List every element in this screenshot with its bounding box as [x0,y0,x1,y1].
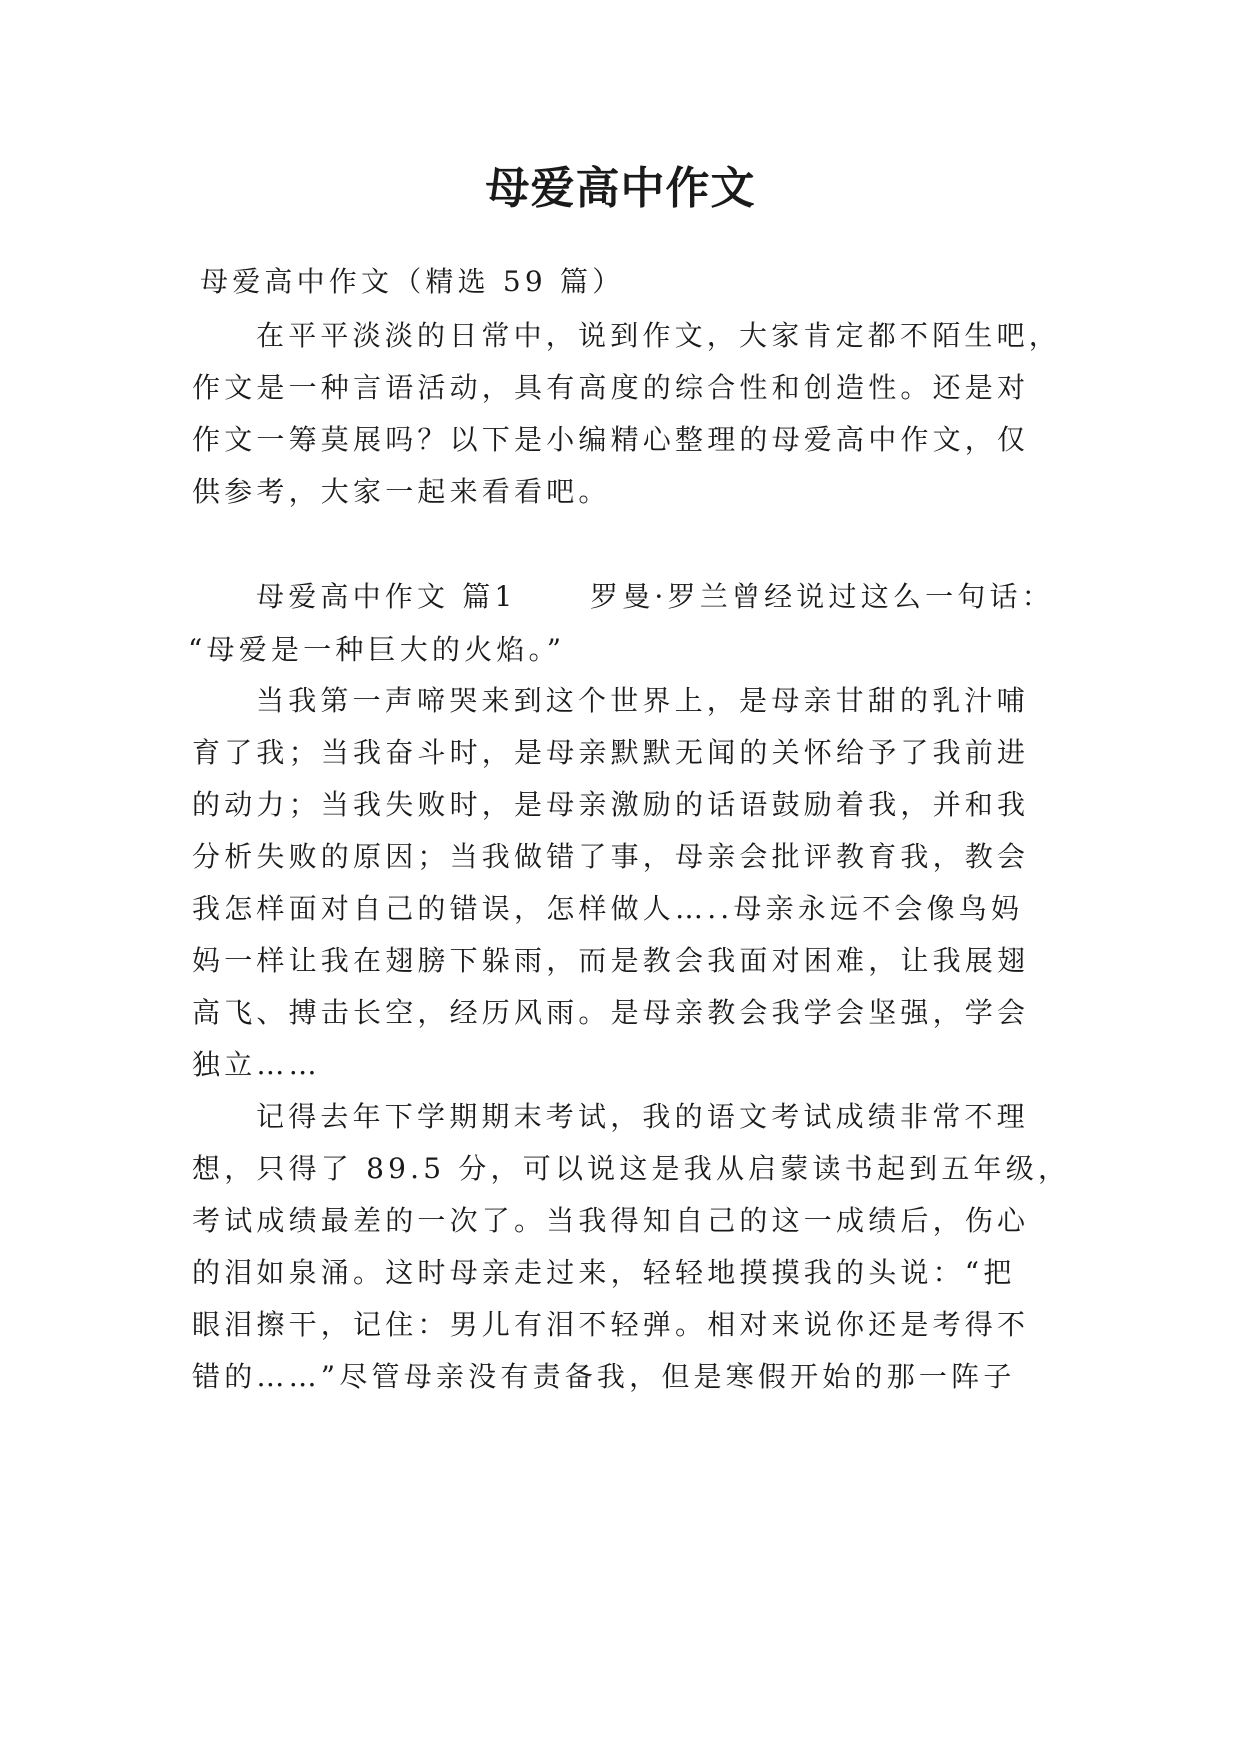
section-heading: 母爱高中作文 篇1 [256,580,517,613]
quote-intro: 罗曼·罗兰曾经说过这么一句话： [590,580,1054,613]
intro-line: 在平平淡淡的日常中，说到作文，大家肯定都不陌生吧， [256,319,1062,352]
document-subtitle: 母爱高中作文（精选 59 篇） [200,265,625,298]
paragraph-line: 的泪如泉涌。这时母亲走过来，轻轻地摸摸我的头说：“把 [192,1256,1016,1289]
paragraph-line: 眼泪擦干，记住：男儿有泪不轻弹。相对来说你还是考得不 [192,1308,1030,1341]
paragraph-line: 高飞、搏击长空，经历风雨。是母亲教会我学会坚强，学会 [192,996,1030,1029]
paragraph-line: 的动力；当我失败时，是母亲激励的话语鼓励着我，并和我 [192,788,1030,821]
paragraph-line: 我怎样面对自己的错误，怎样做人…..母亲永远不会像鸟妈 [192,892,1024,925]
paragraph-line: 记得去年下学期期末考试，我的语文考试成绩非常不理 [256,1100,1029,1133]
intro-line: 作文一筹莫展吗？以下是小编精心整理的母爱高中作文，仅 [192,423,1030,456]
paragraph-line: 考试成绩最差的一次了。当我得知自己的这一成绩后，伤心 [192,1204,1030,1237]
paragraph-line: 妈一样让我在翅膀下躲雨，而是教会我面对困难，让我展翅 [192,944,1030,977]
quote-text: “母爱是一种巨大的火焰。” [188,633,566,666]
paragraph-line: 当我第一声啼哭来到这个世界上，是母亲甘甜的乳汁哺 [256,684,1029,717]
paragraph-line: 育了我；当我奋斗时，是母亲默默无闻的关怀给予了我前进 [192,736,1030,769]
paragraph-line: 错的……”尽管母亲没有责备我，但是寒假开始的那一阵子 [192,1360,1016,1393]
document-title: 母爱高中作文 [485,163,756,214]
paragraph-line: 分析失败的原因；当我做错了事，母亲会批评教育我，教会 [192,840,1030,873]
intro-line: 供参考，大家一起来看看吧。 [192,475,611,508]
intro-line: 作文是一种言语活动，具有高度的综合性和创造性。还是对 [192,371,1030,404]
paragraph-line: 想，只得了 89.5 分，可以说这是我从启蒙读书起到五年级， [192,1152,1071,1185]
paragraph-line: 独立…… [192,1048,321,1081]
